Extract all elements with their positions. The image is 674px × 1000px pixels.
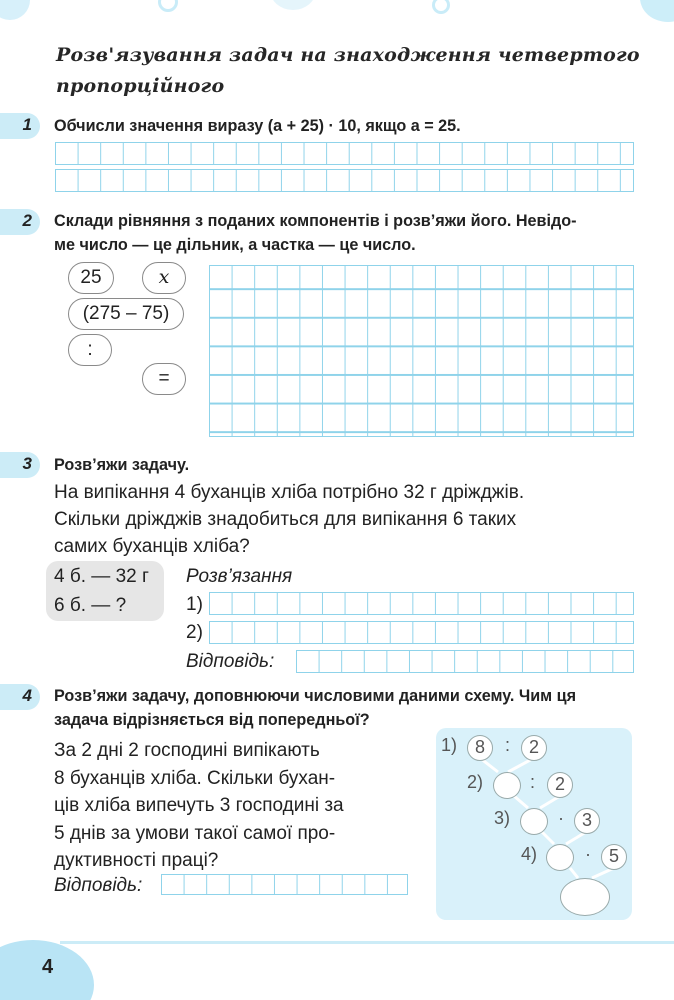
scheme-result-oval[interactable] (560, 878, 610, 916)
task4-text-line1: Розв’яжи задачу, доповнюючи числовими даними схему. Чим ця (54, 687, 577, 705)
task4-answer-grid[interactable] (161, 874, 408, 895)
scheme-empty-circle-1[interactable] (493, 772, 521, 799)
page-title-line1: Розв'язування задач на знаходження четвертого (56, 44, 640, 66)
decor-bubble-right (432, 0, 450, 14)
page-title-line2: пропорційного (56, 75, 225, 97)
scheme-circle-8: 8 (467, 735, 493, 761)
task4-number-badge (0, 684, 40, 710)
scheme-step4-label: 4) (521, 844, 538, 864)
page-title (56, 40, 640, 102)
scheme-op3: · (558, 808, 564, 828)
task4-problem-line1: За 2 дні 2 господині випікають (54, 740, 320, 761)
task4-answer-label: Відповідь: (54, 875, 143, 896)
task2-text-line1: Склади рівняння з поданих компонентів і розв’яжи його. Невідо- (54, 212, 577, 230)
footer-line (60, 941, 674, 944)
task3-condition-line2: 6 б. — ? (54, 595, 127, 616)
component-25[interactable]: 25 (68, 262, 114, 294)
task1-text: Обчисли значення виразу (а + 25) · 10, якщо а = 25. (54, 117, 461, 135)
task4-problem-line5: дуктивності праці? (54, 850, 219, 871)
task3-problem-line1: На випікання 4 буханців хліба потрібно 32 г дріжджів. (54, 482, 525, 503)
task4-problem-line4: 5 днів за умови такої самої про- (54, 822, 336, 844)
decor-bubble-mid2 (270, 0, 316, 10)
task3-answer-label: Відповідь: (186, 651, 275, 672)
task3-step2-label: 2) (186, 622, 203, 643)
task4-problem (54, 737, 410, 875)
scheme-op1: : (505, 735, 511, 755)
task3-solution-label: Розв’язання (186, 566, 293, 587)
task3-number-badge (0, 452, 40, 478)
task3-problem-line3: самих буханців хліба? (54, 536, 250, 557)
scheme-circle-2b: 2 (547, 772, 573, 798)
task1-answer-grid-row2[interactable] (55, 169, 634, 192)
task3-condition-line1: 4 б. — 32 г (54, 566, 149, 587)
task3-answer-grid[interactable] (296, 650, 634, 673)
component-divide[interactable]: : (68, 334, 112, 366)
task3-step1-label: 1) (186, 594, 203, 615)
component-equals[interactable]: = (142, 363, 186, 395)
task4-number: 4 (22, 686, 32, 705)
task2-text-line2: ме число — це дільник, а частка — це число. (54, 236, 416, 254)
component-x[interactable]: x (142, 262, 186, 294)
task3-number: 3 (22, 454, 32, 473)
page-number: 4 (42, 956, 54, 978)
task3-problem-line2: Скільки дріжджів знадобиться для випікання 6 таких (54, 509, 517, 530)
task1-number-badge (0, 113, 40, 139)
scheme-circle-5: 5 (601, 844, 627, 870)
task2-text (54, 209, 639, 257)
scheme-step3-label: 3) (494, 808, 511, 828)
task4-problem-line2: 8 буханців хліба. Скільки бухан- (54, 767, 336, 789)
decor-bubble-left (0, 0, 30, 20)
scheme-step1-label: 1) (441, 735, 458, 755)
task3-step2-grid[interactable] (209, 621, 634, 644)
scheme-circle-3: 3 (574, 808, 600, 834)
decor-bubble-mid (158, 0, 178, 12)
task3-problem (54, 479, 634, 560)
task4-text (54, 684, 639, 732)
task1-number: 1 (22, 115, 32, 134)
scheme-op4: · (585, 844, 591, 864)
scheme-empty-circle-3[interactable] (546, 844, 574, 871)
scheme-op2: : (530, 772, 536, 792)
task3-step1-grid[interactable] (209, 592, 634, 615)
task4-text-line2: задача відрізняється від попередньої? (54, 711, 370, 729)
task4-problem-line3: ців хліба випечуть 3 господині за (54, 795, 344, 816)
task1-answer-grid-row1[interactable] (55, 142, 634, 165)
scheme-step2-label: 2) (467, 772, 484, 792)
scheme-circle-2a: 2 (521, 735, 547, 761)
scheme-empty-circle-2[interactable] (520, 808, 548, 835)
component-difference[interactable]: (275 – 75) (68, 298, 184, 330)
task2-number: 2 (22, 211, 32, 230)
task3-instruction: Розв’яжи задачу. (54, 456, 190, 474)
task2-answer-grid[interactable] (209, 265, 634, 437)
decor-bubble-corner (640, 0, 674, 22)
task2-number-badge (0, 209, 40, 235)
